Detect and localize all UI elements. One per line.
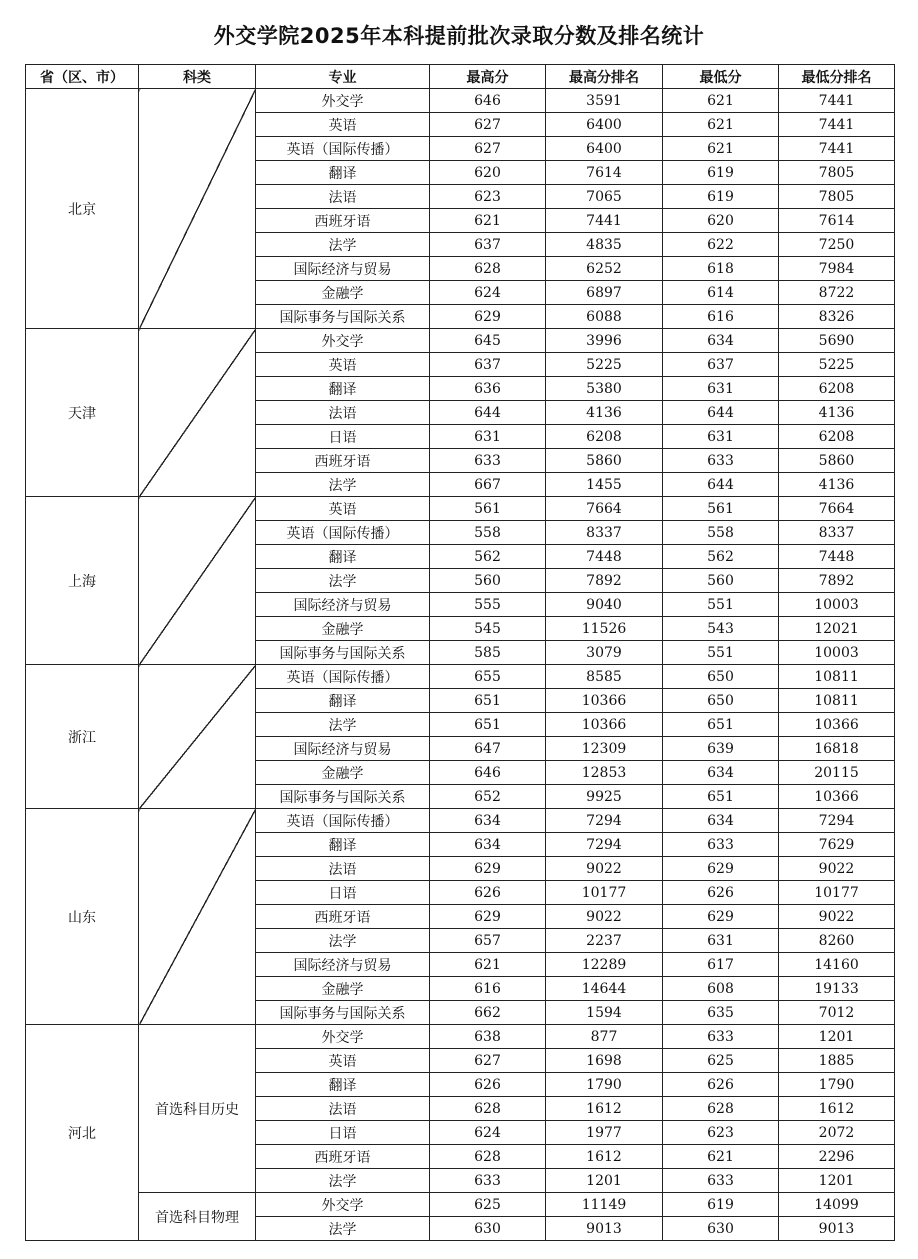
max-score-cell: 624 xyxy=(430,281,546,305)
max-score-cell: 623 xyxy=(430,185,546,209)
table-row xyxy=(26,665,895,689)
max-score-cell: 667 xyxy=(430,473,546,497)
major-cell: 金融学 xyxy=(256,281,430,305)
major-cell: 法语 xyxy=(256,401,430,425)
major-cell: 翻译 xyxy=(256,377,430,401)
min-rank-cell: 10003 xyxy=(779,641,895,665)
major-cell: 外交学 xyxy=(256,1025,430,1049)
max-score-cell: 627 xyxy=(430,1049,546,1073)
min-rank-cell: 20115 xyxy=(779,761,895,785)
max-rank-cell: 6252 xyxy=(546,257,663,281)
min-score-cell: 543 xyxy=(663,617,779,641)
major-cell: 外交学 xyxy=(256,89,430,113)
max-rank-cell: 4136 xyxy=(546,401,663,425)
max-score-cell: 560 xyxy=(430,569,546,593)
province-cell: 上海 xyxy=(26,497,139,665)
max-rank-cell: 3996 xyxy=(546,329,663,353)
min-score-cell: 608 xyxy=(663,977,779,1001)
min-score-cell: 633 xyxy=(663,1169,779,1193)
max-score-cell: 644 xyxy=(430,401,546,425)
max-rank-cell: 1698 xyxy=(546,1049,663,1073)
min-rank-cell: 7984 xyxy=(779,257,895,281)
category-diagonal-cell xyxy=(139,89,256,329)
max-rank-cell: 12289 xyxy=(546,953,663,977)
min-rank-cell: 1201 xyxy=(779,1025,895,1049)
min-score-cell: 631 xyxy=(663,929,779,953)
min-rank-cell: 10811 xyxy=(779,665,895,689)
min-score-cell: 650 xyxy=(663,665,779,689)
major-cell: 金融学 xyxy=(256,977,430,1001)
max-score-cell: 646 xyxy=(430,761,546,785)
max-rank-cell: 9040 xyxy=(546,593,663,617)
min-rank-cell: 7012 xyxy=(779,1001,895,1025)
min-score-cell: 623 xyxy=(663,1121,779,1145)
min-score-cell: 558 xyxy=(663,521,779,545)
major-cell: 西班牙语 xyxy=(256,1145,430,1169)
max-score-cell: 634 xyxy=(430,809,546,833)
min-rank-cell: 10003 xyxy=(779,593,895,617)
max-score-cell: 655 xyxy=(430,665,546,689)
min-score-cell: 621 xyxy=(663,89,779,113)
major-cell: 英语（国际传播） xyxy=(256,665,430,689)
min-rank-cell: 1885 xyxy=(779,1049,895,1073)
table-row xyxy=(26,1025,895,1049)
major-cell: 法语 xyxy=(256,185,430,209)
max-score-cell: 645 xyxy=(430,329,546,353)
major-cell: 法学 xyxy=(256,1217,430,1241)
major-cell: 法学 xyxy=(256,569,430,593)
min-score-cell: 631 xyxy=(663,425,779,449)
min-score-cell: 639 xyxy=(663,737,779,761)
max-rank-cell: 6897 xyxy=(546,281,663,305)
max-rank-cell: 12309 xyxy=(546,737,663,761)
major-cell: 法学 xyxy=(256,473,430,497)
min-rank-cell: 10177 xyxy=(779,881,895,905)
max-rank-cell: 7065 xyxy=(546,185,663,209)
major-cell: 国际事务与国际关系 xyxy=(256,305,430,329)
min-score-cell: 621 xyxy=(663,137,779,161)
major-cell: 翻译 xyxy=(256,1073,430,1097)
min-rank-cell: 1612 xyxy=(779,1097,895,1121)
min-rank-cell: 2072 xyxy=(779,1121,895,1145)
major-cell: 翻译 xyxy=(256,689,430,713)
max-rank-cell: 3079 xyxy=(546,641,663,665)
major-cell: 西班牙语 xyxy=(256,209,430,233)
max-rank-cell: 5225 xyxy=(546,353,663,377)
min-rank-cell: 4136 xyxy=(779,473,895,497)
major-cell: 法学 xyxy=(256,929,430,953)
min-score-cell: 637 xyxy=(663,353,779,377)
max-score-cell: 633 xyxy=(430,1169,546,1193)
major-cell: 法学 xyxy=(256,713,430,737)
min-rank-cell: 10811 xyxy=(779,689,895,713)
max-rank-cell: 9022 xyxy=(546,857,663,881)
min-score-cell: 651 xyxy=(663,713,779,737)
min-score-cell: 629 xyxy=(663,857,779,881)
max-rank-cell: 9013 xyxy=(546,1217,663,1241)
max-rank-cell: 1790 xyxy=(546,1073,663,1097)
max-score-cell: 628 xyxy=(430,1145,546,1169)
max-rank-cell: 1612 xyxy=(546,1145,663,1169)
max-score-cell: 627 xyxy=(430,137,546,161)
max-rank-cell: 7614 xyxy=(546,161,663,185)
min-score-cell: 634 xyxy=(663,761,779,785)
max-score-cell: 629 xyxy=(430,857,546,881)
major-cell: 法学 xyxy=(256,233,430,257)
max-score-cell: 652 xyxy=(430,785,546,809)
category-diagonal-cell xyxy=(139,497,256,665)
max-score-cell: 636 xyxy=(430,377,546,401)
min-rank-cell: 7805 xyxy=(779,161,895,185)
header-province: 省（区、市） xyxy=(26,65,139,89)
max-score-cell: 585 xyxy=(430,641,546,665)
major-cell: 英语（国际传播） xyxy=(256,809,430,833)
min-score-cell: 635 xyxy=(663,1001,779,1025)
max-rank-cell: 6400 xyxy=(546,113,663,137)
major-cell: 西班牙语 xyxy=(256,905,430,929)
max-score-cell: 620 xyxy=(430,161,546,185)
min-rank-cell: 19133 xyxy=(779,977,895,1001)
category-diagonal-cell xyxy=(139,665,256,809)
min-rank-cell: 14099 xyxy=(779,1193,895,1217)
min-score-cell: 634 xyxy=(663,329,779,353)
min-rank-cell: 7629 xyxy=(779,833,895,857)
header-max-rank: 最高分排名 xyxy=(546,65,663,89)
min-rank-cell: 7614 xyxy=(779,209,895,233)
max-score-cell: 629 xyxy=(430,305,546,329)
header-major: 专业 xyxy=(256,65,430,89)
min-rank-cell: 8722 xyxy=(779,281,895,305)
min-score-cell: 562 xyxy=(663,545,779,569)
max-score-cell: 634 xyxy=(430,833,546,857)
major-cell: 翻译 xyxy=(256,545,430,569)
min-rank-cell: 7294 xyxy=(779,809,895,833)
max-rank-cell: 6400 xyxy=(546,137,663,161)
major-cell: 国际经济与贸易 xyxy=(256,953,430,977)
major-cell: 国际经济与贸易 xyxy=(256,593,430,617)
min-rank-cell: 8260 xyxy=(779,929,895,953)
min-score-cell: 628 xyxy=(663,1097,779,1121)
min-score-cell: 619 xyxy=(663,185,779,209)
max-score-cell: 621 xyxy=(430,953,546,977)
max-score-cell: 651 xyxy=(430,713,546,737)
min-score-cell: 633 xyxy=(663,449,779,473)
min-rank-cell: 4136 xyxy=(779,401,895,425)
min-score-cell: 560 xyxy=(663,569,779,593)
min-rank-cell: 5690 xyxy=(779,329,895,353)
major-cell: 日语 xyxy=(256,425,430,449)
category-cell: 首选科目物理 xyxy=(139,1193,256,1241)
max-score-cell: 627 xyxy=(430,113,546,137)
max-score-cell: 637 xyxy=(430,353,546,377)
max-rank-cell: 11149 xyxy=(546,1193,663,1217)
max-score-cell: 629 xyxy=(430,905,546,929)
table-row xyxy=(26,497,895,521)
max-rank-cell: 1594 xyxy=(546,1001,663,1025)
max-score-cell: 624 xyxy=(430,1121,546,1145)
min-score-cell: 614 xyxy=(663,281,779,305)
major-cell: 英语 xyxy=(256,1049,430,1073)
major-cell: 英语 xyxy=(256,353,430,377)
major-cell: 翻译 xyxy=(256,833,430,857)
table-row xyxy=(26,89,895,113)
max-rank-cell: 6208 xyxy=(546,425,663,449)
table-row xyxy=(26,809,895,833)
major-cell: 英语 xyxy=(256,497,430,521)
min-rank-cell: 9022 xyxy=(779,905,895,929)
major-cell: 英语（国际传播） xyxy=(256,137,430,161)
min-rank-cell: 6208 xyxy=(779,425,895,449)
max-score-cell: 545 xyxy=(430,617,546,641)
max-rank-cell: 11526 xyxy=(546,617,663,641)
max-rank-cell: 7892 xyxy=(546,569,663,593)
min-score-cell: 629 xyxy=(663,905,779,929)
min-score-cell: 619 xyxy=(663,161,779,185)
category-cell: 首选科目历史 xyxy=(139,1025,256,1193)
max-rank-cell: 7664 xyxy=(546,497,663,521)
score-table xyxy=(25,64,895,1241)
min-score-cell: 626 xyxy=(663,1073,779,1097)
min-score-cell: 644 xyxy=(663,401,779,425)
major-cell: 西班牙语 xyxy=(256,449,430,473)
min-rank-cell: 9013 xyxy=(779,1217,895,1241)
min-score-cell: 616 xyxy=(663,305,779,329)
max-rank-cell: 7294 xyxy=(546,833,663,857)
max-rank-cell: 7294 xyxy=(546,809,663,833)
min-score-cell: 650 xyxy=(663,689,779,713)
min-rank-cell: 8337 xyxy=(779,521,895,545)
min-score-cell: 619 xyxy=(663,1193,779,1217)
max-score-cell: 616 xyxy=(430,977,546,1001)
province-cell: 天津 xyxy=(26,329,139,497)
max-score-cell: 638 xyxy=(430,1025,546,1049)
min-score-cell: 631 xyxy=(663,377,779,401)
min-score-cell: 633 xyxy=(663,833,779,857)
header-min-rank: 最低分排名 xyxy=(779,65,895,89)
min-rank-cell: 7441 xyxy=(779,89,895,113)
max-score-cell: 647 xyxy=(430,737,546,761)
min-rank-cell: 16818 xyxy=(779,737,895,761)
max-rank-cell: 9022 xyxy=(546,905,663,929)
min-score-cell: 621 xyxy=(663,113,779,137)
min-rank-cell: 7448 xyxy=(779,545,895,569)
min-rank-cell: 7441 xyxy=(779,137,895,161)
min-score-cell: 622 xyxy=(663,233,779,257)
min-rank-cell: 6208 xyxy=(779,377,895,401)
min-score-cell: 633 xyxy=(663,1025,779,1049)
min-rank-cell: 10366 xyxy=(779,713,895,737)
min-score-cell: 621 xyxy=(663,1145,779,1169)
max-rank-cell: 10366 xyxy=(546,689,663,713)
major-cell: 日语 xyxy=(256,881,430,905)
max-score-cell: 651 xyxy=(430,689,546,713)
min-score-cell: 625 xyxy=(663,1049,779,1073)
max-rank-cell: 1455 xyxy=(546,473,663,497)
max-score-cell: 555 xyxy=(430,593,546,617)
province-cell: 浙江 xyxy=(26,665,139,809)
min-rank-cell: 7805 xyxy=(779,185,895,209)
major-cell: 法语 xyxy=(256,857,430,881)
max-rank-cell: 12853 xyxy=(546,761,663,785)
min-rank-cell: 7250 xyxy=(779,233,895,257)
header-row xyxy=(26,65,895,89)
max-score-cell: 621 xyxy=(430,209,546,233)
max-rank-cell: 8585 xyxy=(546,665,663,689)
min-score-cell: 551 xyxy=(663,593,779,617)
max-rank-cell: 2237 xyxy=(546,929,663,953)
major-cell: 法学 xyxy=(256,1169,430,1193)
min-rank-cell: 8326 xyxy=(779,305,895,329)
min-score-cell: 618 xyxy=(663,257,779,281)
max-rank-cell: 1201 xyxy=(546,1169,663,1193)
major-cell: 日语 xyxy=(256,1121,430,1145)
min-rank-cell: 7664 xyxy=(779,497,895,521)
header-min-score: 最低分 xyxy=(663,65,779,89)
min-rank-cell: 12021 xyxy=(779,617,895,641)
max-score-cell: 558 xyxy=(430,521,546,545)
major-cell: 国际经济与贸易 xyxy=(256,737,430,761)
max-score-cell: 637 xyxy=(430,233,546,257)
province-cell: 北京 xyxy=(26,89,139,329)
max-rank-cell: 7441 xyxy=(546,209,663,233)
min-rank-cell: 5860 xyxy=(779,449,895,473)
min-score-cell: 626 xyxy=(663,881,779,905)
max-score-cell: 657 xyxy=(430,929,546,953)
max-rank-cell: 14644 xyxy=(546,977,663,1001)
max-score-cell: 628 xyxy=(430,1097,546,1121)
max-score-cell: 625 xyxy=(430,1193,546,1217)
max-score-cell: 633 xyxy=(430,449,546,473)
major-cell: 翻译 xyxy=(256,161,430,185)
province-cell: 河北 xyxy=(26,1025,139,1241)
province-cell: 山东 xyxy=(26,809,139,1025)
min-rank-cell: 14160 xyxy=(779,953,895,977)
min-score-cell: 551 xyxy=(663,641,779,665)
max-score-cell: 630 xyxy=(430,1217,546,1241)
major-cell: 金融学 xyxy=(256,761,430,785)
major-cell: 外交学 xyxy=(256,1193,430,1217)
max-score-cell: 662 xyxy=(430,1001,546,1025)
major-cell: 国际事务与国际关系 xyxy=(256,1001,430,1025)
max-score-cell: 646 xyxy=(430,89,546,113)
max-rank-cell: 4835 xyxy=(546,233,663,257)
major-cell: 国际事务与国际关系 xyxy=(256,641,430,665)
max-rank-cell: 7448 xyxy=(546,545,663,569)
min-rank-cell: 9022 xyxy=(779,857,895,881)
max-rank-cell: 8337 xyxy=(546,521,663,545)
max-rank-cell: 9925 xyxy=(546,785,663,809)
table-row xyxy=(26,329,895,353)
header-max-score: 最高分 xyxy=(430,65,546,89)
min-rank-cell: 10366 xyxy=(779,785,895,809)
major-cell: 英语（国际传播） xyxy=(256,521,430,545)
min-score-cell: 634 xyxy=(663,809,779,833)
max-rank-cell: 6088 xyxy=(546,305,663,329)
min-score-cell: 644 xyxy=(663,473,779,497)
max-score-cell: 562 xyxy=(430,545,546,569)
major-cell: 外交学 xyxy=(256,329,430,353)
max-score-cell: 626 xyxy=(430,881,546,905)
min-score-cell: 651 xyxy=(663,785,779,809)
page-title: 外交学院2025年本科提前批次录取分数及排名统计 xyxy=(213,24,705,48)
max-score-cell: 626 xyxy=(430,1073,546,1097)
major-cell: 英语 xyxy=(256,113,430,137)
major-cell: 国际经济与贸易 xyxy=(256,257,430,281)
max-score-cell: 561 xyxy=(430,497,546,521)
min-rank-cell: 7441 xyxy=(779,113,895,137)
max-rank-cell: 10177 xyxy=(546,881,663,905)
category-diagonal-cell xyxy=(139,329,256,497)
max-rank-cell: 1977 xyxy=(546,1121,663,1145)
max-rank-cell: 877 xyxy=(546,1025,663,1049)
header-category: 科类 xyxy=(139,65,256,89)
max-rank-cell: 5860 xyxy=(546,449,663,473)
category-diagonal-cell xyxy=(139,809,256,1025)
max-rank-cell: 10366 xyxy=(546,713,663,737)
max-rank-cell: 1612 xyxy=(546,1097,663,1121)
major-cell: 金融学 xyxy=(256,617,430,641)
max-rank-cell: 3591 xyxy=(546,89,663,113)
min-score-cell: 617 xyxy=(663,953,779,977)
max-rank-cell: 5380 xyxy=(546,377,663,401)
max-score-cell: 628 xyxy=(430,257,546,281)
major-cell: 国际事务与国际关系 xyxy=(256,785,430,809)
min-rank-cell: 1201 xyxy=(779,1169,895,1193)
major-cell: 法语 xyxy=(256,1097,430,1121)
min-rank-cell: 7892 xyxy=(779,569,895,593)
max-score-cell: 631 xyxy=(430,425,546,449)
min-rank-cell: 1790 xyxy=(779,1073,895,1097)
table-row xyxy=(26,1193,895,1217)
min-score-cell: 630 xyxy=(663,1217,779,1241)
min-rank-cell: 5225 xyxy=(779,353,895,377)
min-score-cell: 620 xyxy=(663,209,779,233)
min-rank-cell: 2296 xyxy=(779,1145,895,1169)
min-score-cell: 561 xyxy=(663,497,779,521)
